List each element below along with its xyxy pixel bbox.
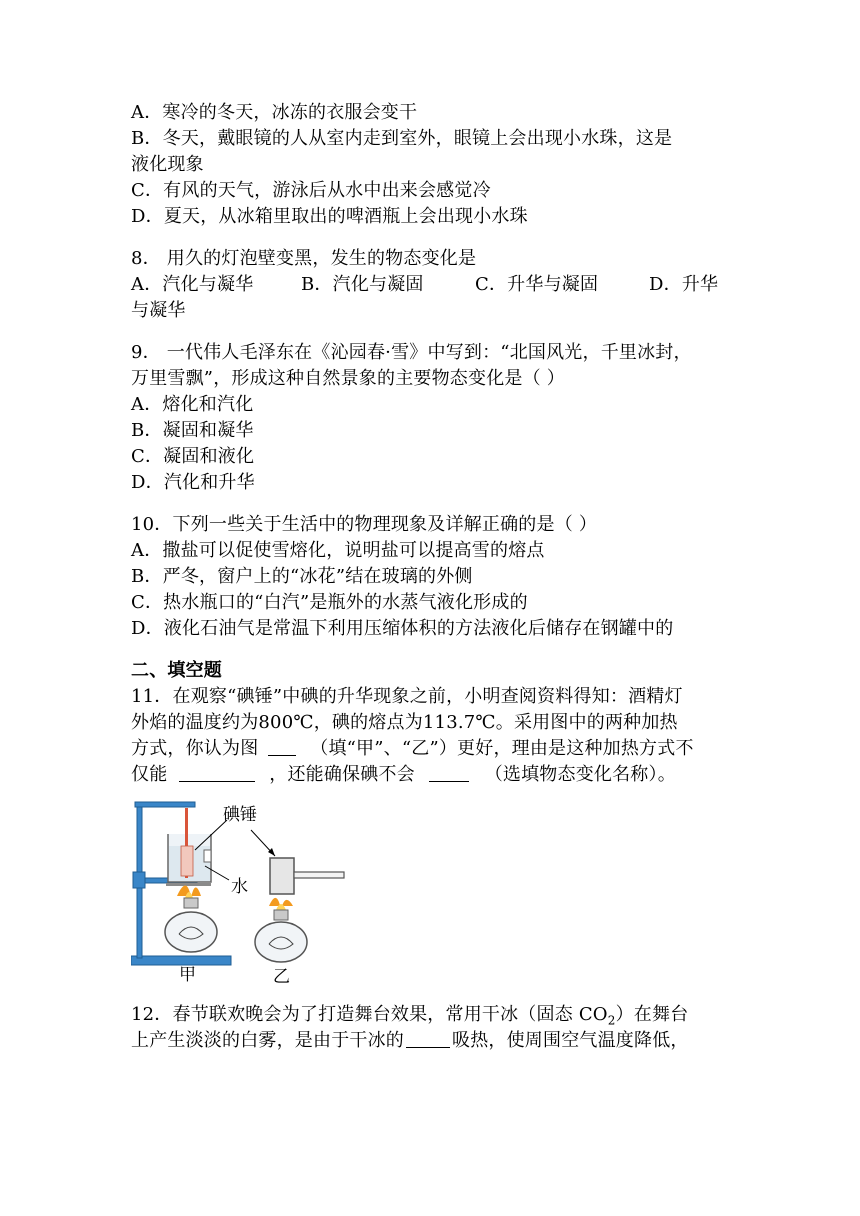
q11-figure — [131, 794, 361, 987]
q8-stem: 8． 用久的灯泡壁变黑，发生的物态变化是 — [131, 248, 477, 269]
q10-option-d: D．液化石油气是常温下利用压缩体积的方法液化后储存在钢罐中的 — [131, 618, 674, 639]
q9-option-a: A．熔化和汽化 — [131, 394, 254, 415]
question-12 — [131, 1002, 731, 1054]
q7-option-b: B．冬天，戴眼镜的人从室内走到室外，眼镜上会出现小水珠，这是 — [131, 128, 673, 149]
q7-option-d: D．夏天，从冰箱里取出的啤酒瓶上会出现小水珠 — [131, 206, 528, 227]
q8-option-a: A．汽化与凝华 — [131, 274, 254, 295]
q11-line4-c: （选填物态变化名称）。 — [484, 764, 676, 785]
q12-line2 — [131, 1028, 731, 1054]
label-yi: 乙 — [273, 967, 290, 987]
q11-line3 — [131, 736, 731, 762]
q9-stem-line1: 9． 一代伟人毛泽东在《沁园春·雪》中写到：“北国风光，千里冰封， — [131, 342, 692, 363]
q7-option-c: C．有风的天气，游泳后从水中出来会感觉冷 — [131, 180, 491, 201]
hammer-handle — [294, 872, 344, 878]
q10-option-a: A．撒盐可以促使雪熔化，说明盐可以提高雪的熔点 — [131, 540, 545, 561]
q10-stem: 10．下列一些关于生活中的物理现象及详解正确的是（ ） — [131, 514, 598, 535]
q11-line4-a: 仅能 — [131, 764, 168, 785]
q11-line4-b: ，还能确保碘不会 — [269, 764, 415, 785]
q8-option-d-cont: 与凝华 — [131, 300, 186, 321]
q11-line2: 外焰的温度约为800℃，碘的熔点为113.7℃。采用图中的两种加热 — [131, 712, 678, 733]
q7-options — [131, 100, 731, 230]
q12-line1-a: 12．春节联欢晚会为了打造舞台效果，常用干冰（固态 CO — [131, 1004, 608, 1025]
q12-blank-1[interactable] — [406, 1029, 450, 1048]
q11-line3-b: （填“甲”、“乙”）更好，理由是这种加热方式不 — [310, 738, 694, 759]
beaker-clip — [204, 850, 211, 862]
burner-b-neck — [274, 910, 288, 920]
label-water: 水 — [231, 877, 248, 897]
section-title: 二、填空题 — [131, 660, 222, 681]
q7-option-a: A．寒冷的冬天，冰冻的衣服会变干 — [131, 102, 418, 123]
q12-line2-b: 吸热，使周围空气温度降低， — [452, 1030, 689, 1051]
q8-option-d: D．升华 — [649, 274, 719, 295]
q12-line1 — [131, 1002, 731, 1028]
q12-line2-a: 上产生淡淡的白雾，是由于干冰的 — [131, 1030, 404, 1051]
label-iodine-hammer: 碘锤 — [223, 805, 257, 825]
label-jia: 甲 — [179, 965, 196, 985]
exam-page — [131, 100, 731, 1054]
question-11 — [131, 684, 731, 987]
burner-a-neck — [184, 898, 198, 908]
q12-line1-b: ）在舞台 — [615, 1004, 689, 1025]
q8-options — [131, 272, 731, 298]
top-clamp-arm — [135, 802, 195, 807]
iodine-hammer-b — [270, 858, 294, 894]
q8-option-c: C．升华与凝固 — [475, 274, 599, 295]
q9-stem-line2: 万里雪飘”，形成这种自然景象的主要物态变化是（ ） — [131, 368, 565, 389]
q11-line1: 11．在观察“碘锤”中碘的升华现象之前，小明查阅资料得知：酒精灯 — [131, 686, 683, 707]
question-8 — [131, 246, 731, 324]
clamp-block — [133, 872, 145, 888]
q9-option-d: D．汽化和升华 — [131, 472, 255, 493]
q11-line3-a: 方式，你认为图 — [131, 738, 259, 759]
gauze — [166, 883, 211, 886]
burner-b-bottle — [255, 922, 307, 962]
q11-blank-3[interactable] — [429, 763, 469, 782]
q7-option-b-cont: 液化现象 — [131, 154, 204, 175]
q10-option-c: C．热水瓶口的“白汽”是瓶外的水蒸气液化形成的 — [131, 592, 528, 613]
q8-option-b: B．汽化与凝固 — [301, 274, 424, 295]
q10-option-b: B．严冬，窗户上的“冰花”结在玻璃的外侧 — [131, 566, 473, 587]
q11-blank-1[interactable] — [268, 737, 296, 756]
question-10 — [131, 512, 731, 642]
q9-option-c: C．凝固和液化 — [131, 446, 255, 467]
question-9 — [131, 340, 731, 496]
q11-line4 — [131, 762, 731, 788]
q11-blank-2[interactable] — [179, 763, 255, 782]
q9-option-b: B．凝固和凝华 — [131, 420, 254, 441]
q12-line1-sub: 2 — [607, 1013, 616, 1028]
burner-a-bottle — [165, 912, 217, 952]
iodine-hammer-head-a — [181, 846, 193, 876]
